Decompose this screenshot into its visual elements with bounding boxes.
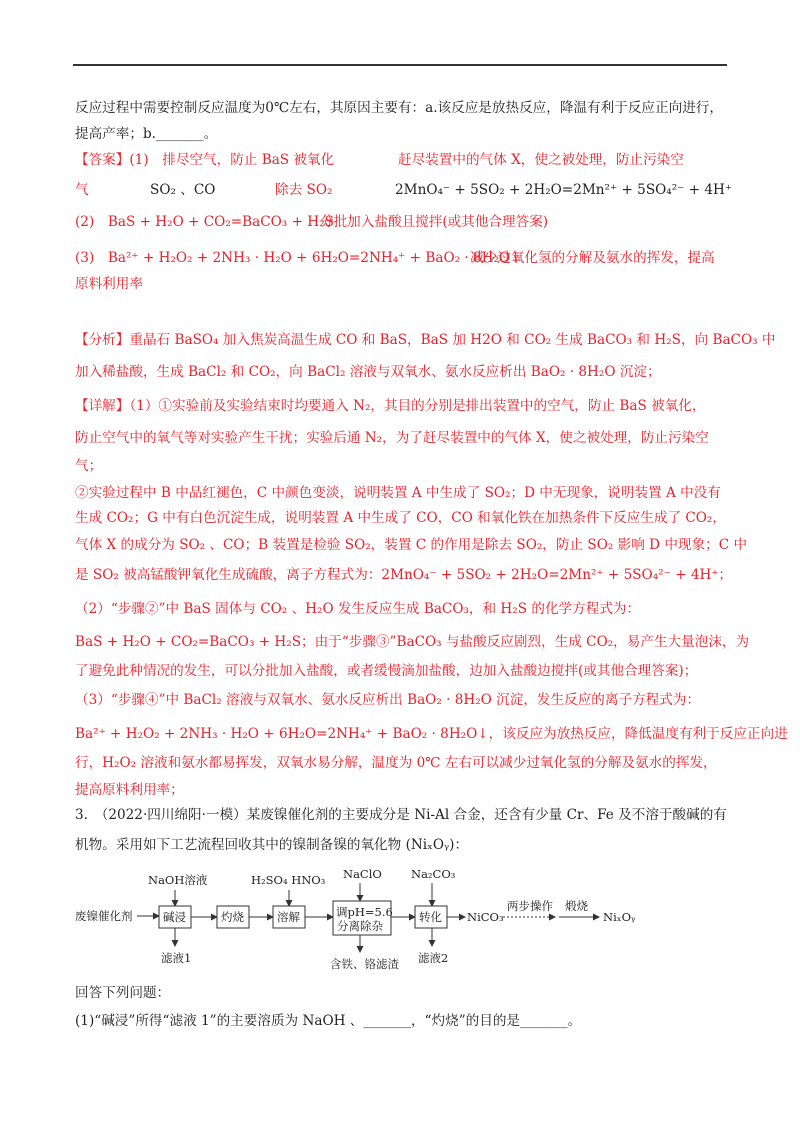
answer-part: 气 xyxy=(75,182,89,198)
detail-line: 行，H₂O₂ 溶液和氨水都易挥发，双氧水易分解，温度为 0℃ 左右可以减少过氧化氢的分解及氨水的挥发， xyxy=(75,755,717,771)
flow-reagent: NaOH溶液 xyxy=(148,873,208,887)
flow-reagent: H₂SO₄ HNO₃ xyxy=(251,873,326,887)
detail-line: Ba²⁺ + H₂O₂ + 2NH₃ · H₂O + 6H₂O=2NH₄⁺ + BaO₂ · 8H₂O↓，该反应为放热反应，降低温度有利于反应正向进 xyxy=(75,726,788,742)
answer-part: 除去 SO₂ xyxy=(275,182,333,198)
flow-output: 滤液1 xyxy=(161,951,192,965)
detail-line: 了避免此种情况的发生，可以分批加入盐酸，或者缓慢滴加盐酸，边加入盐酸边搅拌(或其他合理答案)； xyxy=(75,663,698,679)
detail-line: 生成 CO₂；G 中有白色沉淀生成，说明装置 A 中生成了 CO，CO 和氧化铁在加热条件下反应生成了 CO₂， xyxy=(75,510,726,526)
formula: SO₂ 、CO xyxy=(150,182,216,198)
detail-line: 防止空气中的氧气等对实验产生干扰；实验后通 N₂，为了赶尽装置中的气体 X，使之被处理，防止污染空 xyxy=(75,430,709,446)
detail-line: （3）“步骤④”中 BaCl₂ 溶液与双氧水、氨水反应析出 BaO₂ · 8H₂O 沉淀，发生反应的离子方程式为： xyxy=(75,692,701,708)
formula: 2MnO₄⁻ + 5SO₂ + 2H₂O=2Mn²⁺ + 5SO₄²⁻ + 4H⁺ xyxy=(395,182,733,198)
formula: (2) BaS + H₂O + CO₂=BaCO₃ + H₂S xyxy=(75,214,334,230)
process-flowchart xyxy=(75,866,735,976)
flow-product: NiCO₃ xyxy=(467,910,504,924)
detail-line: 是 SO₂ 被高锰酸钾氧化生成硫酸，离子方程式为：2MnO₄⁻ + 5SO₂ + 2H₂O=2Mn²⁺ + 5SO₄²⁻ + 4H⁺； xyxy=(75,567,733,583)
flow-output: 滤液2 xyxy=(418,951,449,965)
question-line: (1)“碱浸”所得“滤液 1”的主要溶质为 NaOH 、_______，“灼烧”的目的是_______。 xyxy=(75,1013,582,1029)
answer-part: 赶尽装置中的气体 X，使之被处理，防止污染空 xyxy=(398,152,684,168)
analysis-line: 【分析】重晶石 BaSO₄ 加入焦炭高温生成 CO 和 BaS，BaS 加 H2O 和 CO₂ 生成 BaCO₃ 和 H₂S，向 BaCO₃ 中 xyxy=(75,332,776,348)
question-line: 3. （2022·四川绵阳·一模）某废镍催化剂的主要成分是 Ni-Al 合金，还含有少量 Cr、Fe 及不溶于酸碱的有 xyxy=(75,807,727,823)
flow-step-label: 碱浸 xyxy=(163,910,186,924)
detail-line: 提高原料利用率； xyxy=(75,782,184,798)
text-line: 原料利用率 xyxy=(75,276,143,292)
analysis-line: 加入稀盐酸，生成 BaCl₂ 和 CO₂，向 BaCl₂ 溶液与双氧水、氨水反应析出 BaO₂ · 8H₂O 沉淀； xyxy=(75,364,661,380)
flow-step-label: 调pH=5.6 xyxy=(336,905,393,919)
flow-reagent: Na₂CO₃ xyxy=(411,867,456,881)
question-line: 机物。采用如下工艺流程回收其中的镍制备镍的氧化物 (NiₓOᵧ)： xyxy=(75,837,469,853)
header-rule xyxy=(73,64,727,66)
detail-line: 【详解】（1）①实验前及实验结束时均要通入 N₂，其目的分别是排出装置中的空气，防止 BaS 被氧化， xyxy=(75,398,706,414)
detail-line: BaS + H₂O + CO₂=BaCO₃ + H₂S；由于“步骤③”BaCO₃ 与盐酸反应剧烈，生成 CO₂，易产生大量泡沫，为 xyxy=(75,634,750,650)
answer-part: 分批加入盐酸且搅拌(或其他合理答案) xyxy=(320,214,549,230)
flow-start-label: 废镍催化剂 xyxy=(75,909,133,923)
flow-op-label: 煅烧 xyxy=(565,899,588,913)
flow-op-label: 两步操作 xyxy=(507,899,553,913)
text-line: 提高产率；b._______。 xyxy=(75,126,218,142)
detail-line: （2）“步骤②”中 BaS 固体与 CO₂ 、H₂O 发生反应生成 BaCO₃，和 H₂S 的化学方程式为： xyxy=(75,601,641,617)
flow-output: 含铁、铬滤渣 xyxy=(330,957,399,971)
flow-final: NiₓOᵧ xyxy=(603,910,636,924)
answer-part: 【答案】(1) 排尽空气，防止 BaS 被氧化 xyxy=(75,152,335,168)
flow-step-label: 转化 xyxy=(419,910,442,924)
detail-line: 气体 X 的成分为 SO₂ 、CO；B 装置是检验 SO₂，装置 C 的作用是除去 SO₂，防止 SO₂ 影响 D 中现象；C 中 xyxy=(75,537,748,553)
flow-step-label: 灼烧 xyxy=(221,910,244,924)
flow-step-label: 分离除杂 xyxy=(337,919,383,933)
detail-line: 气； xyxy=(75,458,103,474)
question-line: 回答下列问题： xyxy=(75,985,171,1001)
formula: (3) Ba²⁺ + H₂O₂ + 2NH₃ · H₂O + 6H₂O=2NH₄⁺ + BaO₂ · 8H₂O↓ xyxy=(75,250,522,266)
flow-step-label: 溶解 xyxy=(277,910,300,924)
answer-part: 减少过氧化氢的分解及氨水的挥发，提高 xyxy=(470,250,715,266)
text-line: 反应过程中需要控制反应温度为0℃左右，其原因主要有：a.该反应是放热反应，降温有利于反应正向进行， xyxy=(75,100,723,116)
detail-line: ②实验过程中 B 中品红褪色，C 中颜色变淡，说明装置 A 中生成了 SO₂；D 中无现象，说明装置 A 中没有 xyxy=(75,485,721,501)
flow-reagent: NaClO xyxy=(343,867,382,881)
